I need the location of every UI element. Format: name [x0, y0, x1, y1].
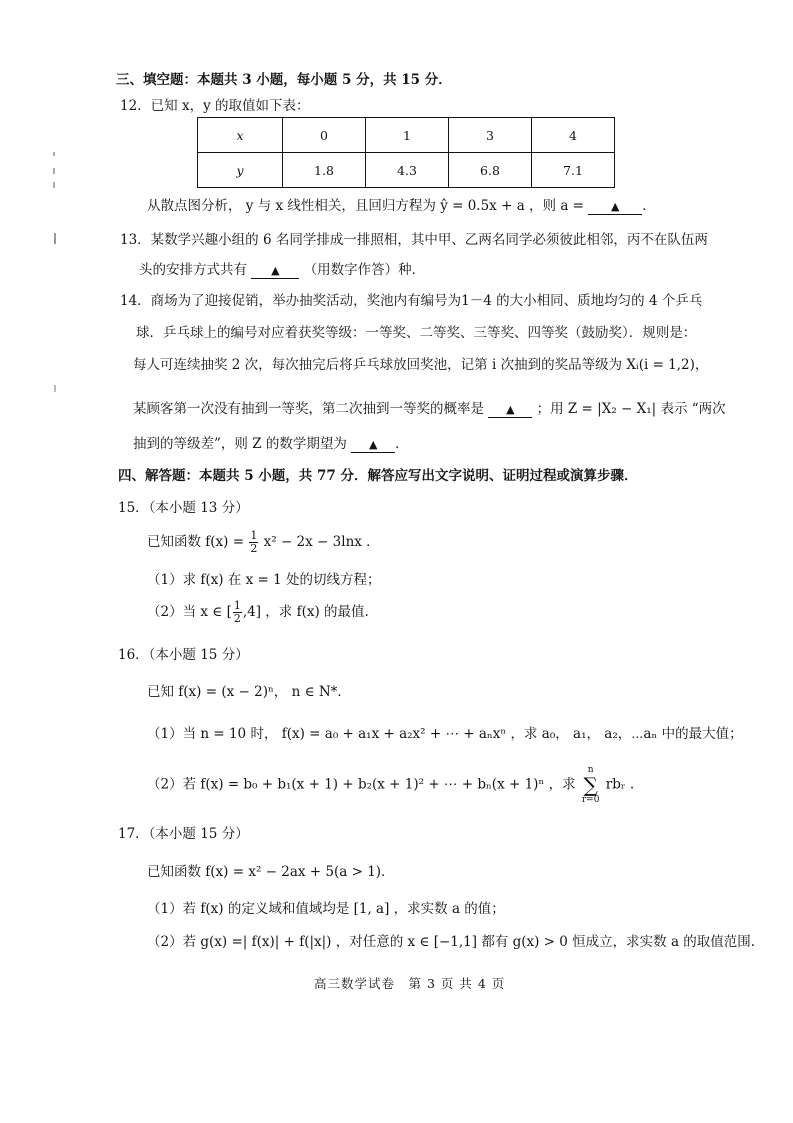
table-cell: 7.1 [532, 153, 615, 188]
q16-part1: （1）当 n = 10 时， f(x) = a₀ + a₁x + a₂x² + ⋯ + aₙxⁿ ，求 a₀， a₁， a₂，⋯aₙ 中的最大值； [147, 726, 743, 742]
q16-part2 [147, 765, 634, 805]
q13-line2-b: （用数字作答）种． [303, 262, 426, 278]
q14-line4-a: 某顾客第一次没有抽到一等奖，第二次抽到一等奖的概率是 [133, 401, 484, 417]
triangle-icon: ▲ [271, 264, 280, 277]
q14-line3: 每人可连续抽奖 2 次，每次抽完后将乒乓球放回奖池，记第 i 次抽到的奖品等级为 Xᵢ(i = 1,2)， [133, 357, 709, 373]
q15-part2 [147, 600, 369, 625]
table-cell: 3 [449, 118, 532, 153]
q15-p2-b: ,4] ，求 f(x) 的最值. [242, 604, 369, 620]
margin-mark [52, 384, 58, 397]
q17-given: 已知函数 f(x) = x² − 2ax + 5(a > 1)． [147, 864, 395, 880]
q14-line5-b: ． [395, 436, 409, 452]
sum-lower: r=0 [581, 795, 600, 805]
q14-line4 [133, 397, 726, 418]
fraction [233, 600, 242, 625]
section-4-header: 四、解答题：本题共 5 小题，共 77 分．解答应写出文字说明、证明过程或演算步骤． [118, 468, 638, 484]
margin-mark-icon [52, 232, 58, 246]
table-header-y: y [198, 153, 283, 188]
margin-mark-icon [52, 150, 58, 190]
q14-line5 [133, 432, 409, 453]
triangle-icon: ▲ [368, 438, 378, 451]
q16-title: 16．（本小题 15 分） [118, 647, 249, 663]
table-row-x [198, 118, 615, 153]
q15-p2-a: （2）当 x ∈ [ [147, 604, 232, 620]
q12-end: ． [642, 198, 656, 214]
q15-given [147, 530, 380, 555]
page-footer: 高三数学试卷 第 3 页 共 4 页 [314, 976, 506, 991]
table-cell: 1.8 [283, 153, 366, 188]
q12-line-text: 从散点图分析， y 与 x 线性相关，且回归方程为 ŷ = 0.5x + a ，则 a = [147, 198, 584, 214]
answer-blank [251, 263, 299, 279]
margin-mark-icon [52, 384, 58, 394]
q17-part1: （1）若 f(x) 的定义域和值域均是 [1, a] ，求实数 a 的值； [147, 901, 505, 917]
section-3-header: 三、填空题：本题共 3 小题，每小题 5 分，共 15 分． [116, 72, 452, 88]
triangle-icon: ▲ [506, 403, 515, 416]
q16-p2-a: （2）若 f(x) = b₀ + b₁(x + 1) + b₂(x + 1)² + ⋯ + bₙ(x + 1)ⁿ ，求 [147, 776, 576, 793]
answer-blank [488, 402, 532, 418]
sigma-icon: ∑ [583, 773, 598, 797]
margin-mark [52, 150, 54, 190]
q17-title: 17．（本小题 15 分） [118, 826, 249, 842]
triangle-icon: ▲ [611, 200, 620, 213]
q13-line2-a: 头的安排方式共有 [139, 262, 247, 278]
q12-stem: 12．已知 x，y 的取值如下表： [120, 98, 310, 114]
q15-given-b: x² − 2x − 3lnx ． [263, 534, 380, 550]
q12-xy-table [197, 117, 615, 188]
q12-line [147, 194, 656, 215]
q14-line1: 14．商场为了迎接促销，举办抽奖活动，奖池内有编号为1－4 的大小相同、质地均匀的 4 个乒乓 [120, 293, 703, 309]
q15-part1: （1）求 f(x) 在 x = 1 处的切线方程； [147, 572, 381, 588]
table-cell: 4.3 [366, 153, 449, 188]
fraction-numerator: 1 [233, 599, 241, 612]
q14-line4-b: ；用 Z = |X₂ − X₁| 表示 “两次 [536, 401, 726, 417]
fraction-denominator: 2 [233, 612, 241, 625]
q13-line1: 13．某数学兴趣小组的 6 名同学排成一排照相，其中甲、乙两名同学必须彼此相邻，丙不在队伍两 [120, 232, 708, 248]
margin-mark [52, 232, 58, 249]
q14-line5-a: 抽到的等级差”，则 Z 的数学期望为 [133, 436, 347, 452]
answer-blank [588, 199, 642, 215]
q14-line2: 球．乒乓球上的编号对应着获奖等级：一等奖、二等奖、三等奖、四等奖（鼓励奖）．规则是： [136, 325, 697, 341]
q13-line2 [139, 258, 425, 279]
summation [582, 765, 600, 805]
table-cell: 1 [366, 118, 449, 153]
sum-upper: n [587, 765, 594, 775]
fraction-numerator: 1 [250, 529, 258, 542]
table-cell: 4 [532, 118, 615, 153]
table-row-y [198, 153, 615, 188]
q15-title: 15．（本小题 13 分） [118, 500, 249, 516]
answer-blank [351, 437, 395, 453]
fraction [249, 530, 258, 555]
q17-part2: （2）若 g(x) =| f(x)| + f(|x|) ，对任意的 x ∈ [−1,1] 都有 g(x) > 0 恒成立，求实数 a 的取值范围. [147, 934, 756, 950]
q15-given-a: 已知函数 f(x) = [147, 534, 245, 550]
table-cell: 0 [283, 118, 366, 153]
q16-p2-b: rbᵣ . [605, 776, 635, 793]
table-header-x: x [198, 118, 283, 153]
table-cell: 6.8 [449, 153, 532, 188]
fraction-denominator: 2 [250, 542, 258, 555]
q16-given: 已知 f(x) = (x − 2)ⁿ， n ∈ N*． [147, 684, 351, 700]
